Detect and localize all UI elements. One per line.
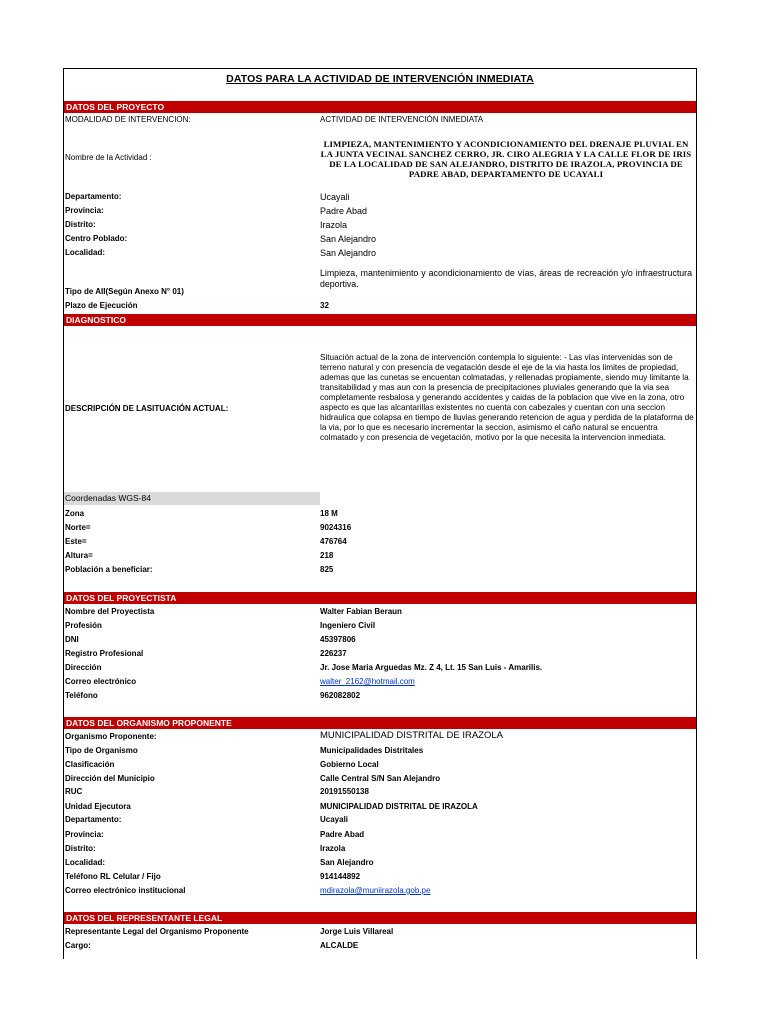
representante-value: Jorge Luis Villareal [320,927,394,936]
plazo-label: Plazo de Ejecución [65,301,138,310]
este-value: 476764 [320,537,347,546]
poblacion-label: Población a beneficiar: [65,565,153,574]
proyectista-telefono-label: Teléfono [65,691,98,700]
proyectista-telefono-value: 962082802 [320,691,361,700]
localidad-label: Localidad: [65,248,106,257]
form-sheet [63,68,697,959]
direccion-municipio-value: Calle Central S/N San Alejandro [320,774,441,783]
ruc-value: 20191550138 [320,787,369,796]
tipo-organismo-value: Municipalidades Distritales [320,746,424,755]
organismo-value: MUNICIPALIDAD DISTRITAL DE IRAZOLA [320,730,503,741]
registro-value: 226237 [320,649,347,658]
plazo-value: 32 [320,301,329,310]
provincia-label: Provincia: [65,206,104,215]
dni-label: DNI [65,635,79,644]
coordenadas-header: Coordenadas WGS-84 [64,492,320,505]
tipo-aii-value: Limpieza, mantenimiento y acondicionamiento de vías, áreas de recreación y/o infraestructura deportiva. [320,268,692,289]
distrito-value: Irazola [320,220,348,230]
distrito-label: Distrito: [65,220,96,229]
departamento-label: Departamento: [65,192,122,201]
altura-label: Altura= [65,551,93,560]
norte-value: 9024316 [320,523,352,532]
organismo-label: Organismo Proponente: [65,732,157,741]
centro-poblado-value: San Alejandro [320,234,377,244]
org-provincia-value: Padre Abad [320,830,365,839]
registro-label: Registro Profesional [65,649,144,658]
poblacion-value: 825 [320,565,334,574]
ruc-label: RUC [65,787,83,796]
localidad-value: San Alejandro [320,248,377,258]
profesion-value: Ingeniero Civil [320,621,376,630]
proyectista-correo-value[interactable]: walter_2162@hotmail.com [320,677,415,686]
modalidad-value: ACTIVIDAD DE INTERVENCIÓN INMEDIATA [320,115,484,124]
proyectista-direccion-value: Jr. Jose Maria Arguedas Mz. Z 4, Lt. 15 San Luis - Amarilis. [320,663,543,672]
org-telefono-label: Teléfono RL Celular / Fijo [65,872,161,881]
clasificacion-value: Gobierno Local [320,760,379,769]
altura-value: 218 [320,551,334,560]
section-header-representante: DATOS DEL REPRESENTANTE LEGAL [64,912,696,924]
org-distrito-label: Distrito: [65,844,96,853]
proyectista-nombre-label: Nombre del Proyectista [65,607,155,616]
zona-value: 18 M [320,509,338,518]
profesion-label: Profesión [65,621,102,630]
section-header-diagnostico: DIAGNOSTICO [64,314,696,326]
org-localidad-label: Localidad: [65,858,106,867]
dni-value: 45397806 [320,635,356,644]
norte-label: Norte= [65,523,91,532]
nombre-actividad-label: Nombre de la Actividad : [65,153,152,162]
org-departamento-label: Departamento: [65,815,122,824]
org-correo-label: Correo electrónico institucional [65,886,186,895]
proyectista-direccion-label: Dirección [65,663,102,672]
descripcion-label: DESCRIPCIÓN DE LASITUACIÓN ACTUAL: [65,404,229,413]
cargo-value: ALCALDE [320,941,359,950]
este-label: Este= [65,537,87,546]
section-header-proyecto: DATOS DEL PROYECTO [64,101,696,113]
provincia-value: Padre Abad [320,206,368,216]
nombre-actividad-value: LIMPIEZA, MANTENIMIENTO Y ACONDICIONAMIENTO DEL DRENAJE PLUVIAL EN LA JUNTA VECINAL SANCHEZ CERRO, JR. CIRO ALEGRIA Y LA CALLE FLOR DE IRIS DE LA LOCALIDAD DE SAN ALEJANDRO, DISTRITO DE IRAZOLA, PROVINCIA DE PADRE ABAD, DEPARTAMENTO DE UCAYALI [320,139,692,179]
org-distrito-value: Irazola [320,844,346,853]
org-provincia-label: Provincia: [65,830,104,839]
descripcion-value: Situación actual de la zona de intervención contempla lo siguiente: - Las vías intervenidas son de terreno natural y con presencia de vegatación desde el eje de la via hasta los limites de propiedad, ademas que las cunetas se encuentan colmatadas, y rellenadas propiamente, siendo muy limitante la transitabilidad y mas aun con la presencia de precipitaciones pluviales generando que la via sea completamente resbalosa y generando accidentes y caidas de la poblacion que vive en la zona, otro aspecto es que las alcantarillas existentes no cuenta con cabezales y cuentan con una seccion hidraulica que colapsa en tiempo de lluvias generando retencion de agua y perdida de la plataforma de la via, por lo que es necesario incrementar la seccion, asimismo el caño natural se encuentra colmatado y con presencia de vegetación, motivo por la que necesita la intervencion inmediata. [320,353,694,442]
unidad-ejecutora-label: Unidad Ejecutora [65,802,131,811]
modalidad-label: MODALIDAD DE INTERVENCION: [65,115,191,124]
section-header-organismo: DATOS DEL ORGANISMO PROPONENTE [64,717,696,729]
representante-label: Representante Legal del Organismo Proponente [65,927,249,936]
unidad-ejecutora-value: MUNICIPALIDAD DISTRITAL DE IRAZOLA [320,802,478,811]
org-correo-value[interactable]: mdirazola@muniirazola.gob.pe [320,886,431,895]
org-departamento-value: Ucayali [320,815,349,824]
proyectista-correo-label: Correo electrónico [65,677,137,686]
proyectista-correo-link[interactable] [320,677,415,687]
org-telefono-value: 914144892 [320,872,361,881]
clasificacion-label: Clasificación [65,760,115,769]
tipo-aii-label: Tipo de AII(Según Anexo N° 01) [65,287,184,296]
centro-poblado-label: Centro Poblado: [65,234,128,243]
proyectista-nombre-value: Walter Fabian Beraun [320,607,402,616]
org-localidad-value: San Alejandro [320,858,374,867]
cargo-label: Cargo: [65,941,91,950]
tipo-organismo-label: Tipo de Organismo [65,746,138,755]
direccion-municipio-label: Dirección del Municipio [65,774,155,783]
zona-label: Zona [65,509,85,518]
org-correo-link[interactable] [320,886,430,896]
departamento-value: Ucayali [320,192,350,202]
document-title: DATOS PARA LA ACTIVIDAD DE INTERVENCIÓN INMEDIATA [226,73,534,85]
section-header-proyectista: DATOS DEL PROYECTISTA [64,592,696,604]
